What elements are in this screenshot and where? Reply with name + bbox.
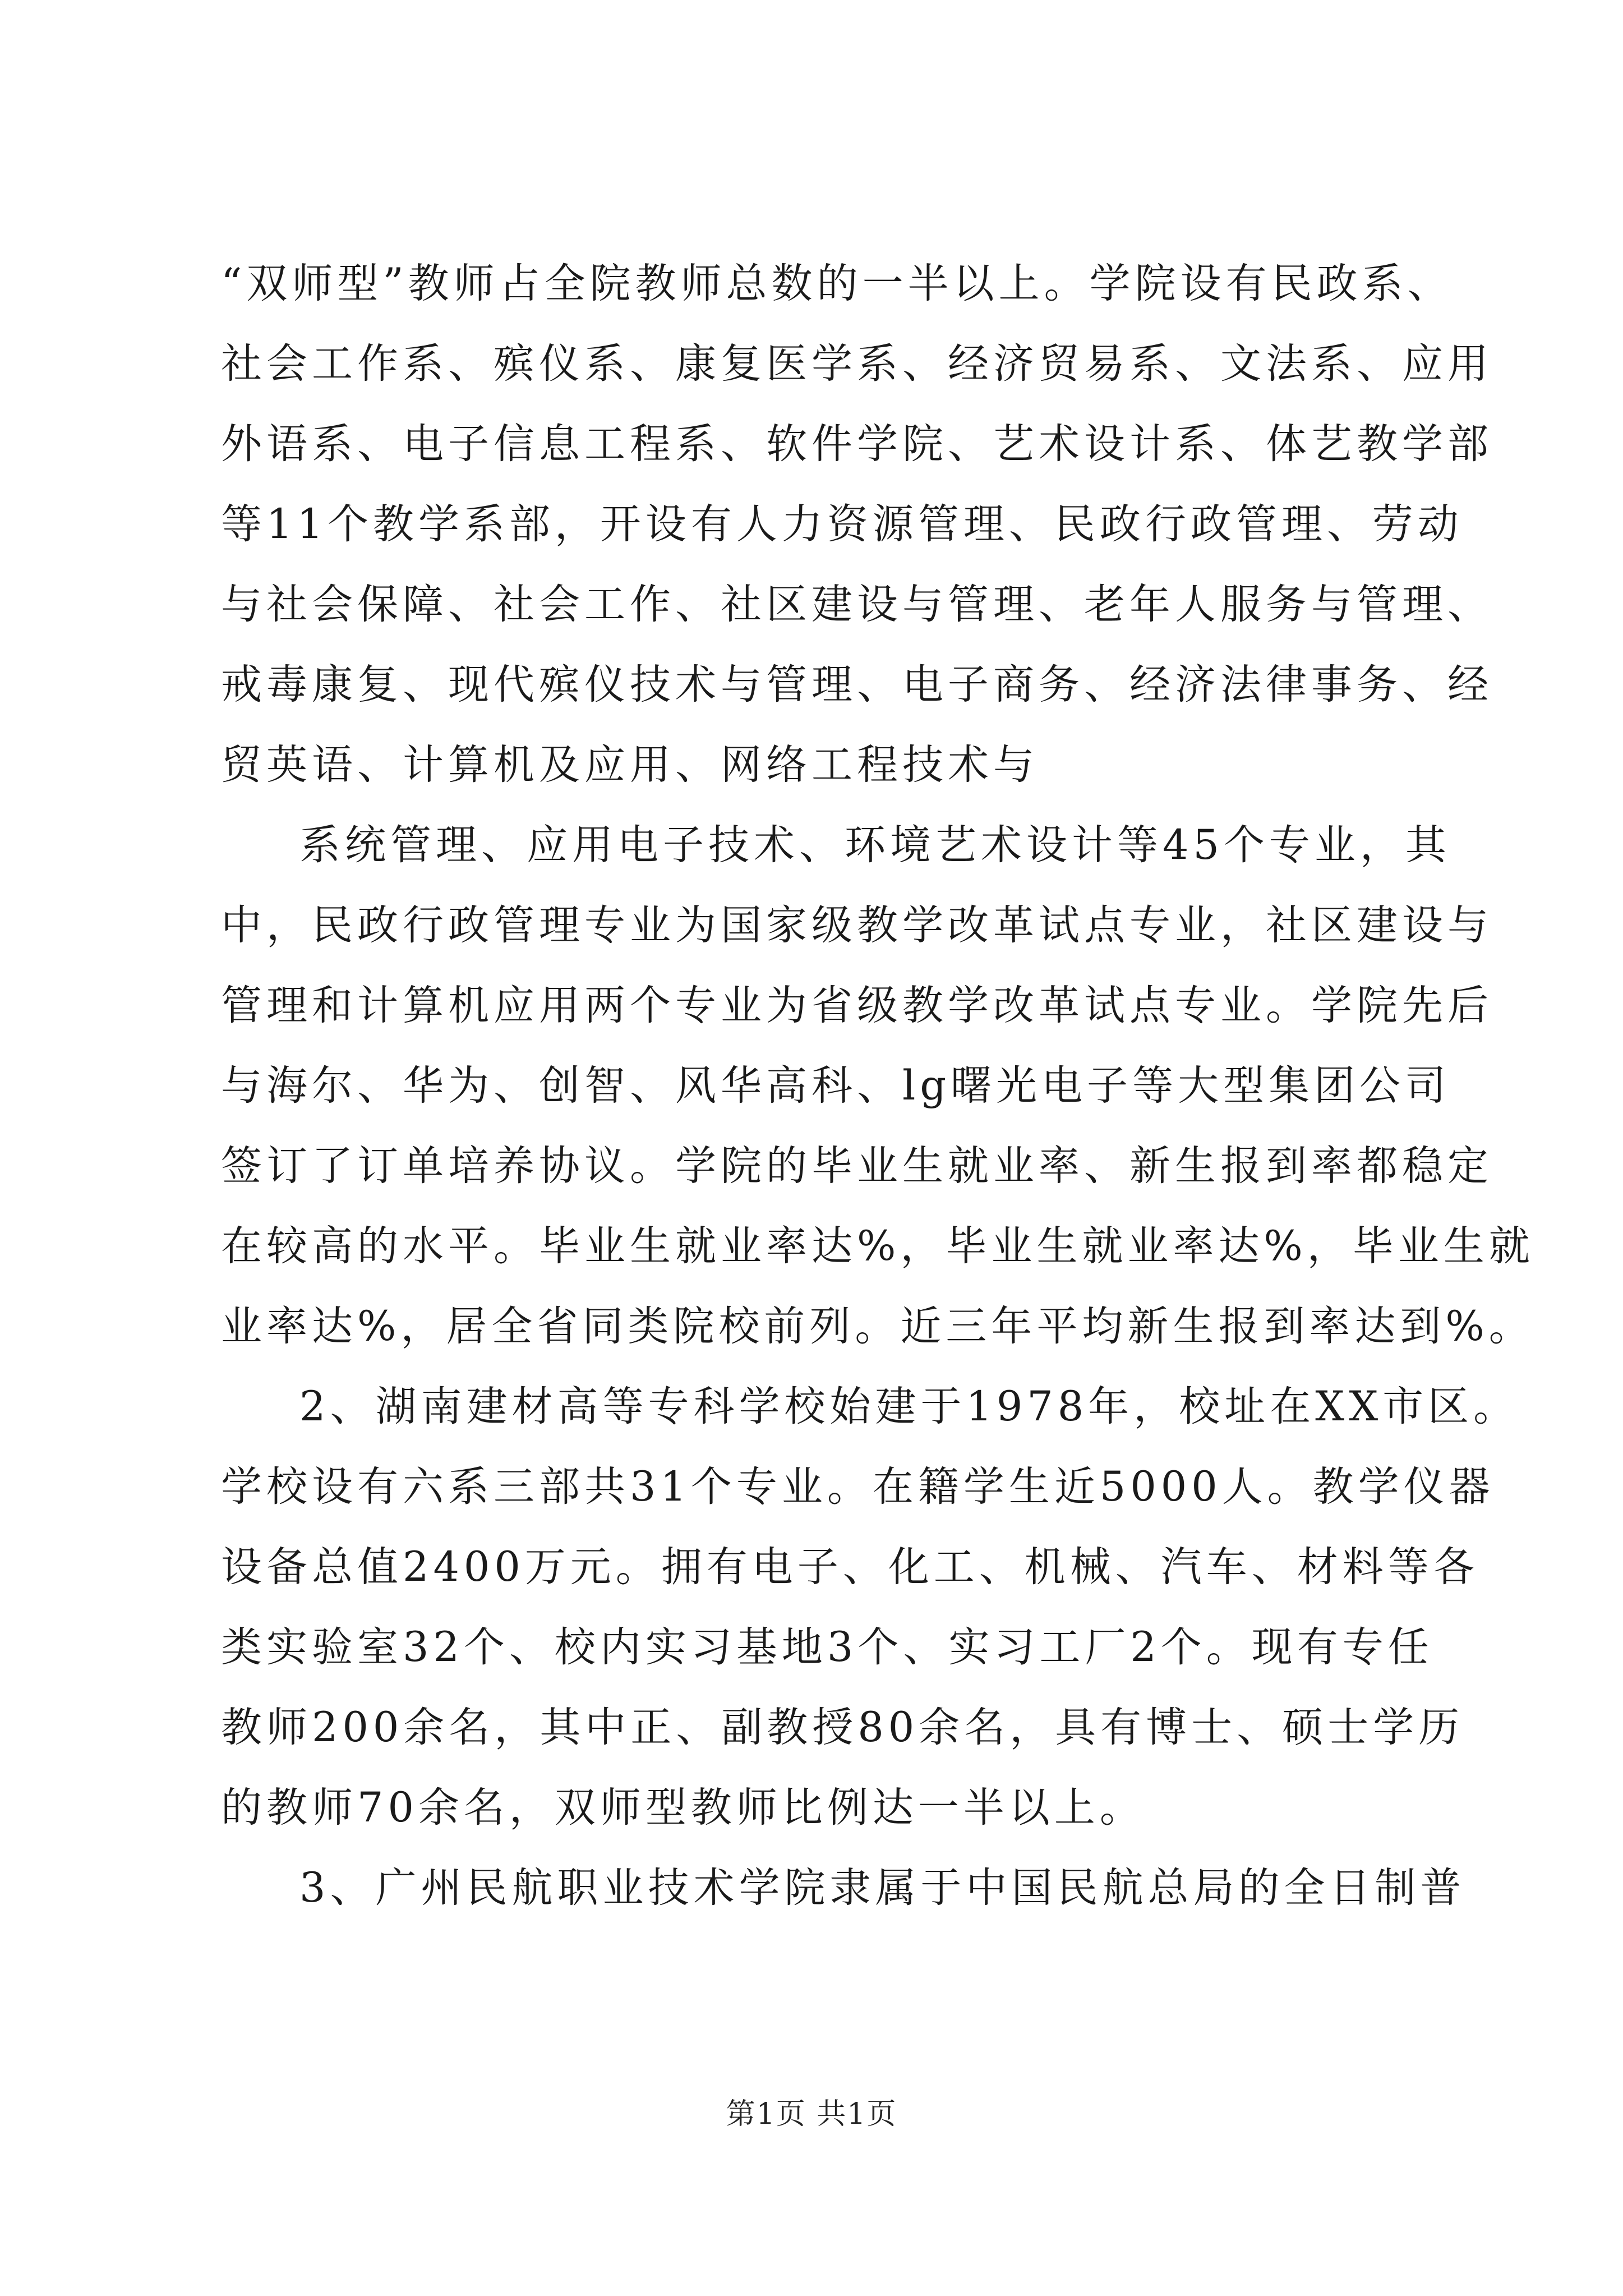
text-line-14: 业率达%，居全省同类院校前列。近三年平均新生报到率达到%。 [221, 1303, 1534, 1350]
text-line-16: 学校设有六系三部共31个专业。在籍学生近5000人。教学仪器 [221, 1463, 1495, 1511]
text-line-20: 的教师70余名，双师型教师比例达一半以上。 [221, 1784, 1145, 1832]
text-line-13: 在较高的水平。毕业生就业率达%，毕业生就业率达%，毕业生就 [221, 1222, 1534, 1270]
text-line-21: 3、广州民航职业技术学院隶属于中国民航总局的全日制普 [299, 1864, 1466, 1912]
text-line-2: 社会工作系、殡仪系、康复医学系、经济贸易系、文法系、应用 [221, 340, 1493, 388]
text-line-9: 中，民政行政管理专业为国家级教学改革试点专业，社区建设与 [221, 901, 1493, 949]
text-line-18: 类实验室32个、校内实习基地3个、实习工厂2个。现有专任 [221, 1623, 1433, 1671]
text-line-17: 设备总值2400万元。拥有电子、化工、机械、汽车、材料等各 [221, 1543, 1479, 1591]
text-line-1: “双师型”教师占全院教师总数的一半以上。学院设有民政系、 [221, 260, 1453, 307]
text-line-12: 签订了订单培养协议。学院的毕业生就业率、新生报到率都稳定 [221, 1142, 1493, 1190]
page-footer: 第1页 共1页 [726, 2097, 897, 2131]
text-line-4: 等11个教学系部，开设有人力资源管理、民政行政管理、劳动 [221, 500, 1463, 548]
text-line-7: 贸英语、计算机及应用、网络工程技术与 [221, 741, 1039, 789]
text-line-11: 与海尔、华为、创智、风华高科、lg曙光电子等大型集团公司 [221, 1062, 1451, 1110]
text-line-10: 管理和计算机应用两个专业为省级教学改革试点专业。学院先后 [221, 982, 1493, 1029]
text-line-3: 外语系、电子信息工程系、软件学院、艺术设计系、体艺教学部 [221, 420, 1493, 468]
text-line-6: 戒毒康复、现代殡仪技术与管理、电子商务、经济法律事务、经 [221, 661, 1493, 708]
text-line-8: 系统管理、应用电子技术、环境艺术设计等45个专业，其 [299, 821, 1451, 869]
text-line-19: 教师200余名，其中正、副教授80余名，具有博士、硕士学历 [221, 1704, 1464, 1751]
text-line-15: 2、湖南建材高等专科学校始建于1978年，校址在XX市区。 [299, 1383, 1519, 1430]
text-line-5: 与社会保障、社会工作、社区建设与管理、老年人服务与管理、 [221, 581, 1493, 628]
